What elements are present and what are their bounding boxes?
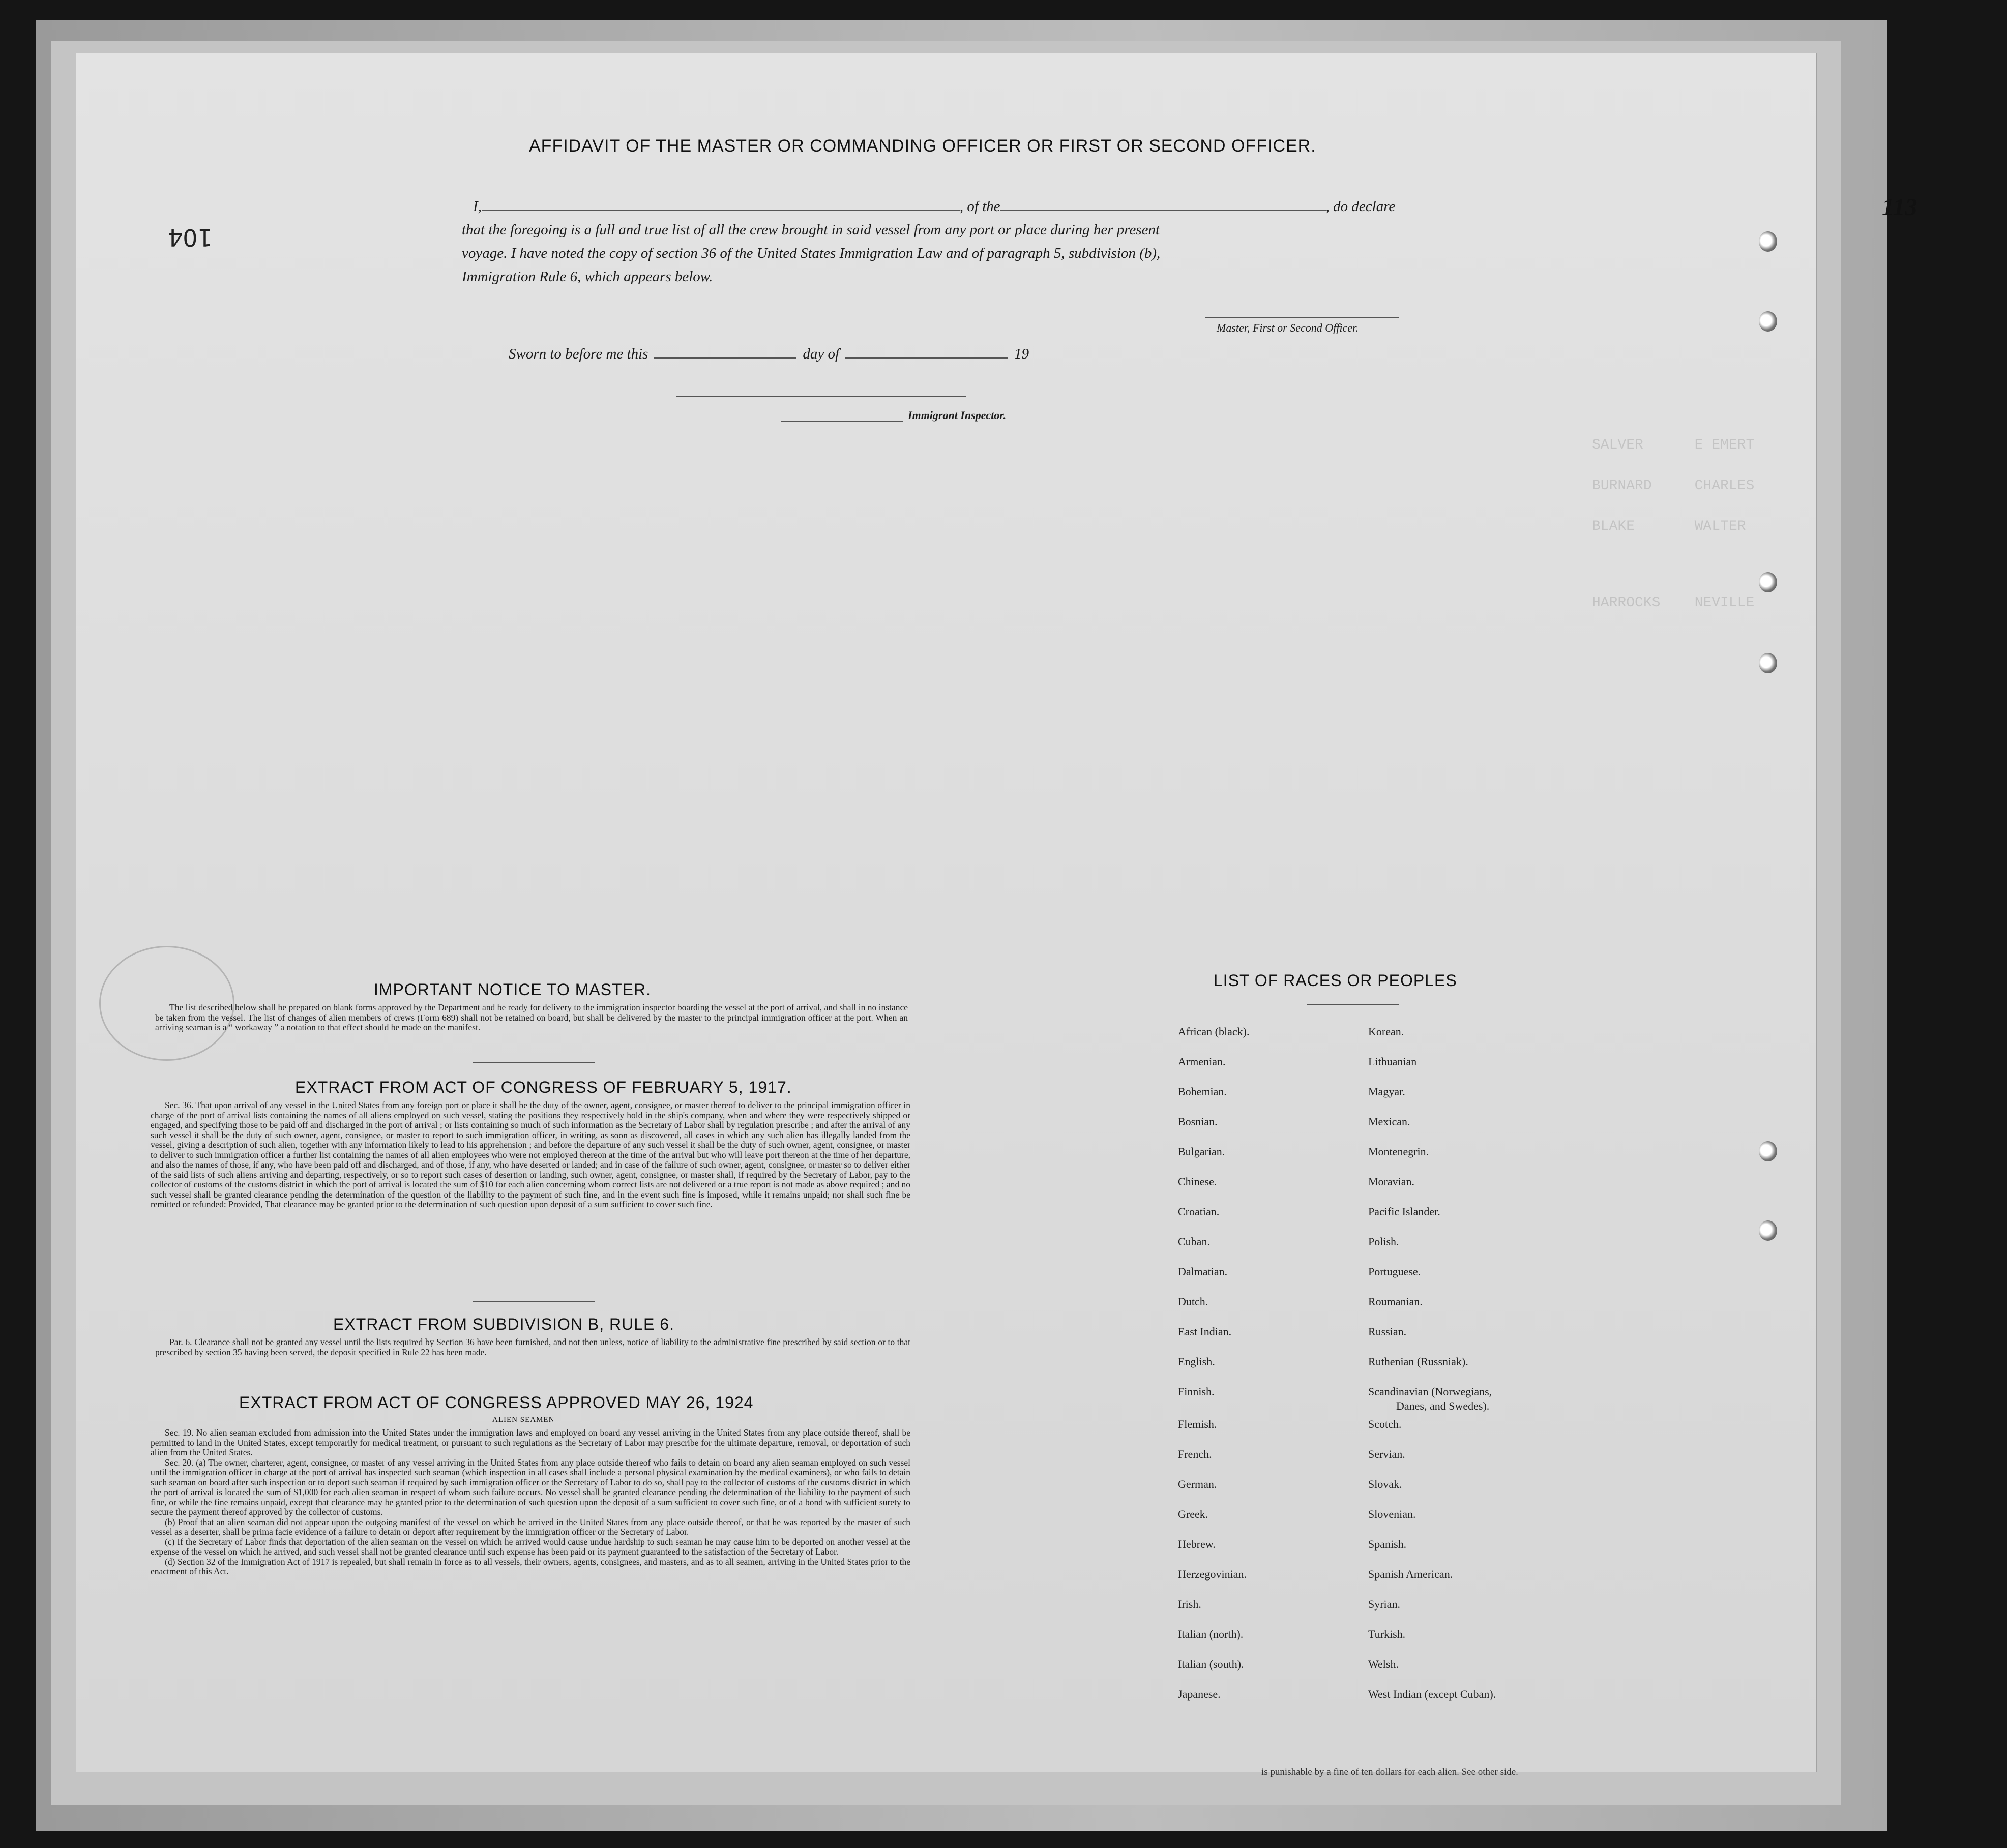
notice-paragraph: The list described below shall be prepared on blank forms approved by the Department and be ready for delivery to the immigration inspector boarding the vessel at the port of arrival, and shall in no instance be taken from the vessel. The list of changes of alien members of crews (Form 689) shall not be retained on board, but shall be delivered by the master to the principal immigration officer at the port. When an arriving seaman is a “ workaway ” a notation to that effect should be made on the manifest. (155, 1002, 908, 1032)
extract-1917-title: EXTRACT FROM ACT OF CONGRESS OF FEBRUARY 5, 1917. (295, 1078, 792, 1096)
race-item: Armenian. (1178, 1055, 1226, 1068)
race-item: Italian (south). (1178, 1658, 1244, 1671)
extract-rule6-text (155, 1337, 910, 1357)
extract-1924-para-5: (d) Section 32 of the Immigration Act of 1917 is repealed, but shall remain in force as to all vessels, their owners, agents, consignees, and masters, and as to all seamen, arriving in the United States prior to the enactment of this Act. (151, 1556, 910, 1576)
punch-hole (1759, 231, 1777, 252)
race-item: Portuguese. (1368, 1265, 1421, 1278)
race-item: East Indian. (1178, 1325, 1232, 1338)
race-item: Bohemian. (1178, 1085, 1227, 1098)
punch-hole (1759, 572, 1777, 592)
race-item: Finnish. (1178, 1385, 1215, 1398)
races-title: LIST OF RACES OR PEOPLES (1214, 971, 1457, 990)
notice-title: IMPORTANT NOTICE TO MASTER. (374, 980, 651, 999)
divider (473, 1062, 595, 1063)
extract-1924-text (151, 1428, 910, 1577)
race-item: Bosnian. (1178, 1115, 1218, 1128)
race-item: Dutch. (1178, 1295, 1208, 1308)
extract-rule6-title: EXTRACT FROM SUBDIVISION B, RULE 6. (333, 1315, 674, 1333)
sworn-line (509, 346, 1029, 363)
race-item: Russian. (1368, 1325, 1407, 1338)
master-label: Master, First or Second Officer. (1217, 321, 1359, 334)
race-item: Polish. (1368, 1235, 1399, 1248)
vessel-blank[interactable] (1000, 210, 1326, 211)
race-item: Bulgarian. (1178, 1145, 1225, 1158)
punch-hole (1759, 1220, 1777, 1241)
race-item: Servian. (1368, 1448, 1405, 1460)
race-item: Herzegovinian. (1178, 1568, 1247, 1581)
sworn-day-blank[interactable] (654, 357, 796, 359)
ghost-row: BURNARD CHARLES (1592, 478, 1755, 494)
affidavit-of-the: , of the (959, 198, 1000, 215)
race-item: Welsh. (1368, 1658, 1399, 1671)
extract-1924-para-1: Sec. 19. No alien seaman excluded from admission into the United States under the immigration laws and employed on board any vessel arriving in the United States from any place outside thereof, shall be permitted to land in the United States, except temporarily for medical treatment, or pursuant to such regulations as the Secretary of Labor may prescribe for the ultimate departure, removal, or deportation of such alien from the United States. (151, 1427, 910, 1457)
race-item: Magyar. (1368, 1085, 1405, 1098)
race-item: Croatian. (1178, 1205, 1220, 1218)
race-item: Turkish. (1368, 1628, 1406, 1641)
race-item: Hebrew. (1178, 1538, 1216, 1551)
race-item: Ruthenian (Russniak). (1368, 1355, 1468, 1368)
divider (1307, 1004, 1399, 1005)
affidavit-line-1 (473, 198, 1395, 215)
affidavit-declare: , do declare (1325, 198, 1396, 215)
sworn-prefix: Sworn to before me this (509, 346, 648, 362)
race-item: Scotch. (1368, 1418, 1402, 1430)
affidavit-line-3: voyage. I have noted the copy of section 36 of the United States Immigration Law and of paragraph 5, subdivision (b), (462, 245, 1161, 261)
race-item: Lithuanian (1368, 1055, 1417, 1068)
race-item: Slovak. (1368, 1478, 1402, 1491)
race-item: Korean. (1368, 1025, 1404, 1038)
extract-1924-para-3: (b) Proof that an alien seaman did not appear upon the outgoing manifest of the vessel on which he arrived in the United States from any place outside thereof, or that he was reported by the master of such vessel as a deserter, shall be prima facie evidence of a failure to detain or deport after requirement by the immigration officer or the Secretary of Labor. (151, 1516, 910, 1537)
race-item: Irish. (1178, 1598, 1201, 1611)
race-item: Spanish. (1368, 1538, 1407, 1551)
side-number: 104 (168, 224, 213, 251)
punch-hole (1759, 1141, 1777, 1161)
race-item: Cuban. (1178, 1235, 1210, 1248)
sworn-day-of: day of (803, 346, 840, 362)
extract-1924-para-2: Sec. 20. (a) The owner, charterer, agent, consignee, or master of any vessel arriving in the United States from any place outside thereof who fails to detain on board any alien seaman employed on such vessel until the immigration officer in charge at the port of arrival has inspected such seaman (which inspection in all cases shall include a personal physical examination by the medical examiners), or who fails to detain such seaman on board after such inspection or to deport such seaman if required by such immigration officer or the Secretary of Labor to do so, shall pay to the collector of customs of the customs district in which the port of arrival is located the sum of $1,000 for each alien seaman in respect of whom such failure occurs. No vessel shall be granted clearance pending the determination of the liability to the payment of such fine, or while the fine remains unpaid, except that clearance may be granted prior to the determination of such question upon the deposit of a sum sufficient to cover such fine, or of a bond with sufficient surety to secure the payment thereof approved by the collector of customs. (151, 1457, 910, 1517)
race-item: Montenegrin. (1368, 1145, 1429, 1158)
race-item: Italian (north). (1178, 1628, 1244, 1641)
punch-hole (1759, 653, 1777, 673)
race-item: Spanish American. (1368, 1568, 1453, 1581)
sworn-year: 19 (1014, 346, 1029, 362)
notice-text (155, 1003, 908, 1033)
page-number: 113 (1882, 194, 1917, 221)
extract-1924-title: EXTRACT FROM ACT OF CONGRESS APPROVED MAY 26, 1924 (239, 1393, 754, 1412)
race-item: Chinese. (1178, 1175, 1217, 1188)
extract-1917-paragraph: Sec. 36. That upon arrival of any vessel in the United States from any foreign port or place it shall be the duty of the owner, agent, consignee, or master thereof to deliver to the principal immigration officer in charge of the port of arrival lists containing the names of all aliens employed on such vessel, stating the positions they respectively hold in the ship's company, when and where they were respectively shipped or engaged, and specifying those to be paid off and discharged in the port of arrival ; or lists containing so much of such information as the Secretary of Labor shall by regulation prescribe ; and after the arrival of any such vessel it shall be the duty of such owner, agent, consignee, or master to report to such immigration officer, in writing, as soon as discovered, all cases in which any such alien has illegally landed from the vessel, giving a description of such alien, together with any information likely to lead to his apprehension ; and before the departure of any such vessel it shall be the duty of such owner, agent, consignee, or master to deliver to such immigration officer a further list containing the names of all alien employees who were not employed thereon at the time of the arrival but who will leave port thereon at the time of her departure, and also the names of those, if any, who have been paid off and discharged, and of those, if any, who have deserted or landed; and in case of the failure of such owner, agent, consignee, or master so to deliver either of the said lists of such aliens arriving and departing, respectively, or so to report such cases of desertion or landing, such owner, agent, consignee, or master shall, if required by the Secretary of Labor, pay to the collector of customs of the customs district in which the port of arrival is located the sum of $10 for each alien concerning whom correct lists are not delivered or a true report is not made as above required ; and no such vessel shall be granted clearance pending the determination of the question of the liability to the payment of such fine, and in the event such fine is imposed, while it remains unpaid; nor shall such fine be remitted or refunded: Provided, That clearance may be granted prior to the determination of such question upon deposit of a sum sufficient to cover such fine. (151, 1100, 910, 1209)
race-item: Flemish. (1178, 1418, 1217, 1430)
race-item: Mexican. (1368, 1115, 1410, 1128)
race-item: African (black). (1178, 1025, 1250, 1038)
affidavit-line-4: Immigration Rule 6, which appears below. (462, 269, 713, 285)
sworn-signature-line[interactable] (676, 396, 966, 397)
affidavit-line-2: that the foregoing is a full and true list of all the crew brought in said vessel from any port or place during her present (462, 222, 1160, 238)
race-item: Greek. (1178, 1508, 1208, 1521)
race-item: Pacific Islander. (1368, 1205, 1440, 1218)
divider (473, 1301, 595, 1302)
sworn-month-blank[interactable] (845, 357, 1008, 359)
race-item: Roumanian. (1368, 1295, 1423, 1308)
extract-1917-text (151, 1100, 910, 1210)
extract-1924-para-4: (c) If the Secretary of Labor finds that deportation of the alien seaman on the vessel on which he arrived would cause undue hardship to such seaman he may cause him to be deported on another vessel at the expense of the vessel on which he arrived, and such vessel shall not be granted clearance until such expense has been paid or its payment guaranteed to the satisfaction of the Secretary of Labor. (151, 1536, 910, 1557)
ghost-row: BLAKE WALTER (1592, 519, 1746, 534)
race-item: French. (1178, 1448, 1212, 1460)
inspector-signature-line[interactable] (781, 421, 903, 422)
race-item: English. (1178, 1355, 1215, 1368)
race-item: Moravian. (1368, 1175, 1415, 1188)
race-item: German. (1178, 1478, 1217, 1491)
extract-1924-subtitle: ALIEN SEAMEN (492, 1416, 555, 1424)
race-item: Dalmatian. (1178, 1265, 1228, 1278)
name-blank[interactable] (482, 210, 960, 211)
affidavit-i: I, (473, 198, 482, 215)
race-item: Scandinavian (Norwegians, (1368, 1385, 1492, 1398)
ghost-row: HARROCKS NEVILLE (1592, 595, 1755, 611)
extract-rule6-paragraph: Par. 6. Clearance shall not be granted any vessel until the lists required by Section 36 have been furnished, and not then unless, notice of liability to the administrative fine prescribed by said section or to that prescribed by section 35 having been served, the deposit specified in Rule 22 has been made. (155, 1337, 910, 1357)
affidavit-title: AFFIDAVIT OF THE MASTER OR COMMANDING OFFICER OR FIRST OR SECOND OFFICER. (529, 136, 1316, 156)
punch-hole (1759, 311, 1777, 332)
footnote: is punishable by a fine of ten dollars for each alien. See other side. (1261, 1767, 1518, 1777)
ghost-row: SALVER E EMERT (1592, 437, 1755, 453)
race-item: Japanese. (1178, 1688, 1221, 1701)
race-item: Slovenian. (1368, 1508, 1416, 1521)
race-item-continued: Danes, and Swedes). (1396, 1399, 1490, 1412)
inspector-label: Immigrant Inspector. (908, 409, 1007, 422)
master-signature-line[interactable] (1205, 317, 1399, 318)
race-item: West Indian (except Cuban). (1368, 1688, 1496, 1701)
race-item: Syrian. (1368, 1598, 1400, 1611)
